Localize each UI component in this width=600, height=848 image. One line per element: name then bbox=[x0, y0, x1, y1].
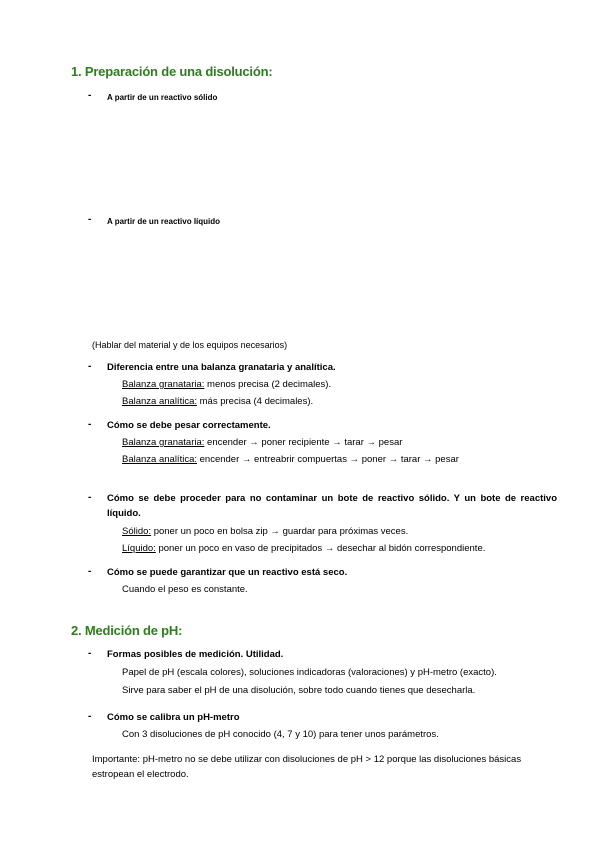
answer-line bbox=[122, 526, 408, 537]
answer-text: encender → entreabrir compuertas → poner → tarar → pesar bbox=[197, 454, 459, 465]
question-dry-reagent: Cómo se puede garantizar que un reactivo está seco. bbox=[107, 567, 348, 578]
answer-text: poner un poco en vaso de precipitados → desechar al bidón correspondiente. bbox=[155, 543, 486, 554]
item-liquid-reagent: A partir de un reactivo líquido bbox=[107, 217, 221, 226]
answer-label: Sólido: bbox=[122, 526, 152, 537]
bullet-dash: - bbox=[88, 361, 92, 372]
answer-line: Papel de pH (escala colores), soluciones indicadoras (valoraciones) y pH-metro (exacto). bbox=[122, 667, 497, 678]
answer-label: Balanza granataria: bbox=[122, 437, 205, 448]
material-note: (Hablar del material y de los equipos necesarios) bbox=[92, 340, 288, 350]
answer-line bbox=[122, 437, 402, 448]
answer-line: Con 3 disoluciones de pH conocido (4, 7 y 10) para tener unos parámetros. bbox=[122, 729, 439, 740]
item-solid-reagent: A partir de un reactivo sólido bbox=[107, 93, 218, 102]
important-note: Importante: pH-metro no se debe utilizar con disoluciones de pH > 12 porque las disoluciones básicas estropean el electrodo. bbox=[92, 754, 522, 780]
question-ph-calibration: Cómo se calibra un pH-metro bbox=[107, 712, 240, 723]
answer-label: Balanza granataria: bbox=[122, 379, 205, 390]
answer-label: Balanza analítica: bbox=[122, 454, 197, 465]
answer-text: menos precisa (2 decimales). bbox=[204, 379, 332, 390]
section-2-title: 2. Medición de pH: bbox=[71, 623, 183, 638]
bullet-dash: - bbox=[88, 419, 92, 430]
answer-line: Sirve para saber el pH de una disolución, sobre todo cuando tienes que desecharla. bbox=[122, 685, 476, 696]
section-1-title: 1. Preparación de una disolución: bbox=[71, 64, 273, 79]
answer-text: poner un poco en bolsa zip → guardar para próximas veces. bbox=[151, 526, 409, 537]
answer-line: Cuando el peso es constante. bbox=[122, 584, 248, 595]
answer-line bbox=[122, 379, 331, 390]
bullet-dash: - bbox=[88, 492, 92, 503]
answer-line bbox=[122, 396, 313, 407]
answer-text: encender → poner recipiente → tarar → pesar bbox=[204, 437, 403, 448]
answer-label: Líquido: bbox=[122, 543, 156, 554]
question-balance-difference: Diferencia entre una balanza granataria y analítica. bbox=[107, 362, 336, 373]
question-contamination: Cómo se debe proceder para no contaminar un bote de reactivo sólido. Y un bote de reactivo líquido. bbox=[107, 493, 557, 519]
bullet-dash: - bbox=[88, 711, 92, 722]
answer-text: más precisa (4 decimales). bbox=[197, 396, 314, 407]
bullet-dash: - bbox=[88, 90, 92, 101]
question-measurement-forms: Formas posibles de medición. Utilidad. bbox=[107, 649, 284, 660]
bullet-dash: - bbox=[88, 566, 92, 577]
answer-line bbox=[122, 454, 459, 465]
bullet-dash: - bbox=[88, 648, 92, 659]
answer-label: Balanza analítica: bbox=[122, 396, 197, 407]
answer-line bbox=[122, 543, 485, 554]
bullet-dash: - bbox=[88, 214, 92, 225]
question-weighing: Cómo se debe pesar correctamente. bbox=[107, 420, 271, 431]
